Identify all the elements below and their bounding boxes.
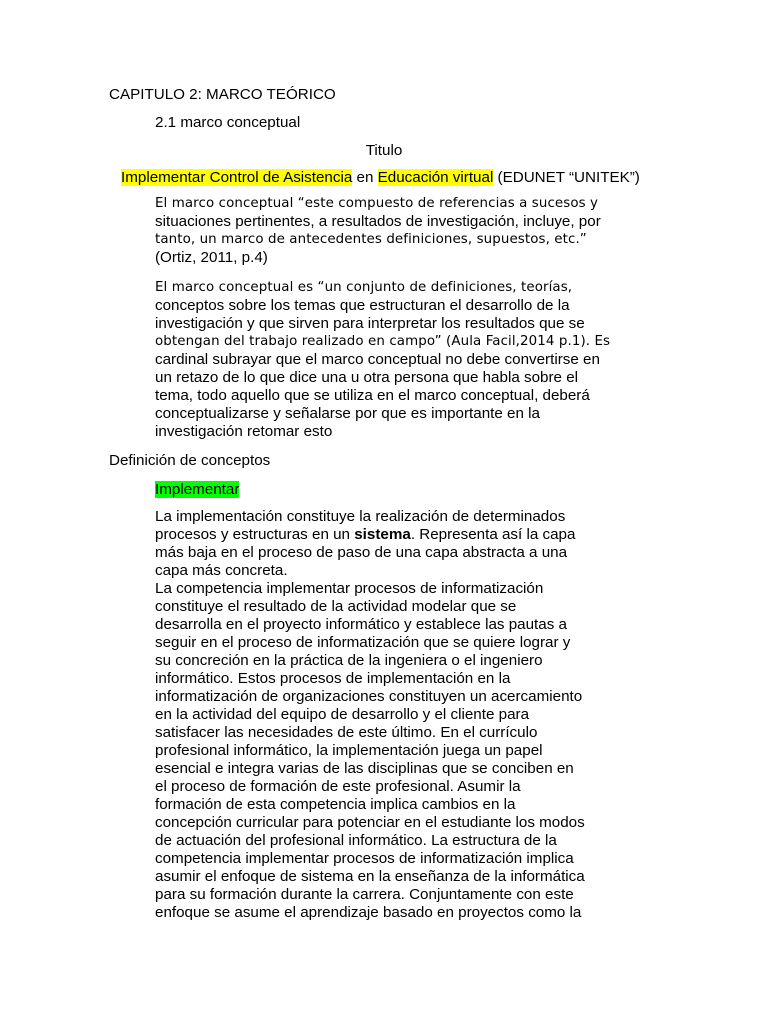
paragraph-3-line: seguir en el proceso de informatización que se quiere lograr y <box>155 634 571 651</box>
paragraph-2-line: investigación y que sirven para interpretar los resultados que se <box>155 315 585 332</box>
title-connector: en <box>352 169 378 186</box>
paragraph-3-line: para su formación durante la carrera. Conjuntamente con este <box>155 886 574 903</box>
paragraph-1-line: situaciones pertinentes, a resultados de investigación, incluye, por <box>155 213 601 230</box>
highlighted-term: Implementar <box>155 481 240 498</box>
paragraph-2-line: tema, todo aquello que se utiliza en el marco conceptual, deberá <box>155 387 590 404</box>
paragraph-2-line: conceptualizarse y señalarse por que es importante en la <box>155 405 540 422</box>
paragraph-1 <box>155 195 601 267</box>
paragraph-3-line: de actuación del profesional informático. La estructura de la <box>155 832 557 849</box>
paragraph-2 <box>155 279 610 441</box>
paragraph-1-line: El marco conceptual “este compuesto de referencias a sucesos y <box>155 196 599 211</box>
paragraph-3-line: el proceso de formación de este profesional. Asumir la <box>155 778 521 795</box>
paragraph-3-line: en la actividad del equipo de desarrollo y el cliente para <box>155 706 530 723</box>
paragraph-2-line: El marco conceptual es “un conjunto de definiciones, teorías, <box>155 280 573 295</box>
paragraph-3-line: constituye el resultado de la actividad modelar que se <box>155 598 517 615</box>
paragraph-2-line: un retazo de lo que dice una u otra persona que habla sobre el <box>155 369 579 386</box>
paragraph-3-line: La competencia implementar procesos de informatización <box>155 580 544 597</box>
paragraph-3-line: esencial e integra varias de las disciplinas que se conciben en <box>155 760 574 777</box>
section-heading: 2.1 marco conceptual <box>155 114 301 131</box>
paragraph-3-line: profesional informático, la implementación juega un papel <box>155 742 543 759</box>
paragraph-3-line: La implementación constituye la realización de determinados <box>155 508 566 525</box>
chapter-heading: CAPITULO 2: MARCO TEÓRICO <box>109 86 336 103</box>
paragraph-3-line: capa más concreta. <box>155 562 288 579</box>
paragraph-1-line: (Ortiz, 2011, p.4) <box>155 249 268 266</box>
paragraph-3-line: concepción curricular para potenciar en el estudiante los modos <box>155 814 585 831</box>
paragraph-2-line: investigación retomar esto <box>155 423 333 440</box>
paragraph-3-line: satisfacer las necesidades de este último. En el currículo <box>155 724 538 741</box>
paragraph-3-line: más baja en el proceso de paso de una capa abstracta a una <box>155 544 568 561</box>
paragraph-3-text: procesos y estructuras en un <box>155 526 355 543</box>
paragraph-2-line: conceptos sobre los temas que estructuran el desarrollo de la <box>155 297 570 314</box>
paragraph-3-line: informático. Estos procesos de implementación en la <box>155 670 511 687</box>
paragraph-3-line <box>155 526 585 544</box>
bold-term-sistema: sistema <box>354 526 411 543</box>
paragraph-3-line: informatización de organizaciones constituyen un acercamiento <box>155 688 583 705</box>
definitions-heading: Definición de conceptos <box>109 452 271 469</box>
paragraph-3 <box>155 508 585 922</box>
highlighted-title-part1: Implementar Control de Asistencia <box>121 169 353 186</box>
paragraph-3-text: . Representa así la capa <box>410 526 576 543</box>
paragraph-2-line: cardinal subrayar que el marco conceptual no debe convertirse en <box>155 351 600 368</box>
highlighted-title-part2: Educación virtual <box>377 169 494 186</box>
paragraph-3-line: competencia implementar procesos de informatización implica <box>155 850 574 867</box>
paragraph-3-line: asumir el enfoque de sistema en la enseñanza de la informática <box>155 868 585 885</box>
term-implementar <box>155 481 239 499</box>
paragraph-2-line: obtengan del trabajo realizado en campo” (Aula Facil,2014 p.1). Es <box>155 334 611 349</box>
paragraph-3-line: enfoque se asume el aprendizaje basado en proyectos como la <box>155 904 582 921</box>
paragraph-3-line: formación de esta competencia implica cambios en la <box>155 796 516 813</box>
paragraph-3-line: desarrolla en el proyecto informático y establece las pautas a <box>155 616 567 633</box>
research-title <box>121 169 640 187</box>
paragraph-3-line: su concreción en la práctica de la ingeniera o el ingeniero <box>155 652 543 669</box>
title-label: Titulo <box>365 142 403 159</box>
paragraph-1-line: tanto, un marco de antecedentes definiciones, supuestos, etc.” <box>155 232 587 247</box>
title-suffix: (EDUNET “UNITEK”) <box>493 169 640 186</box>
